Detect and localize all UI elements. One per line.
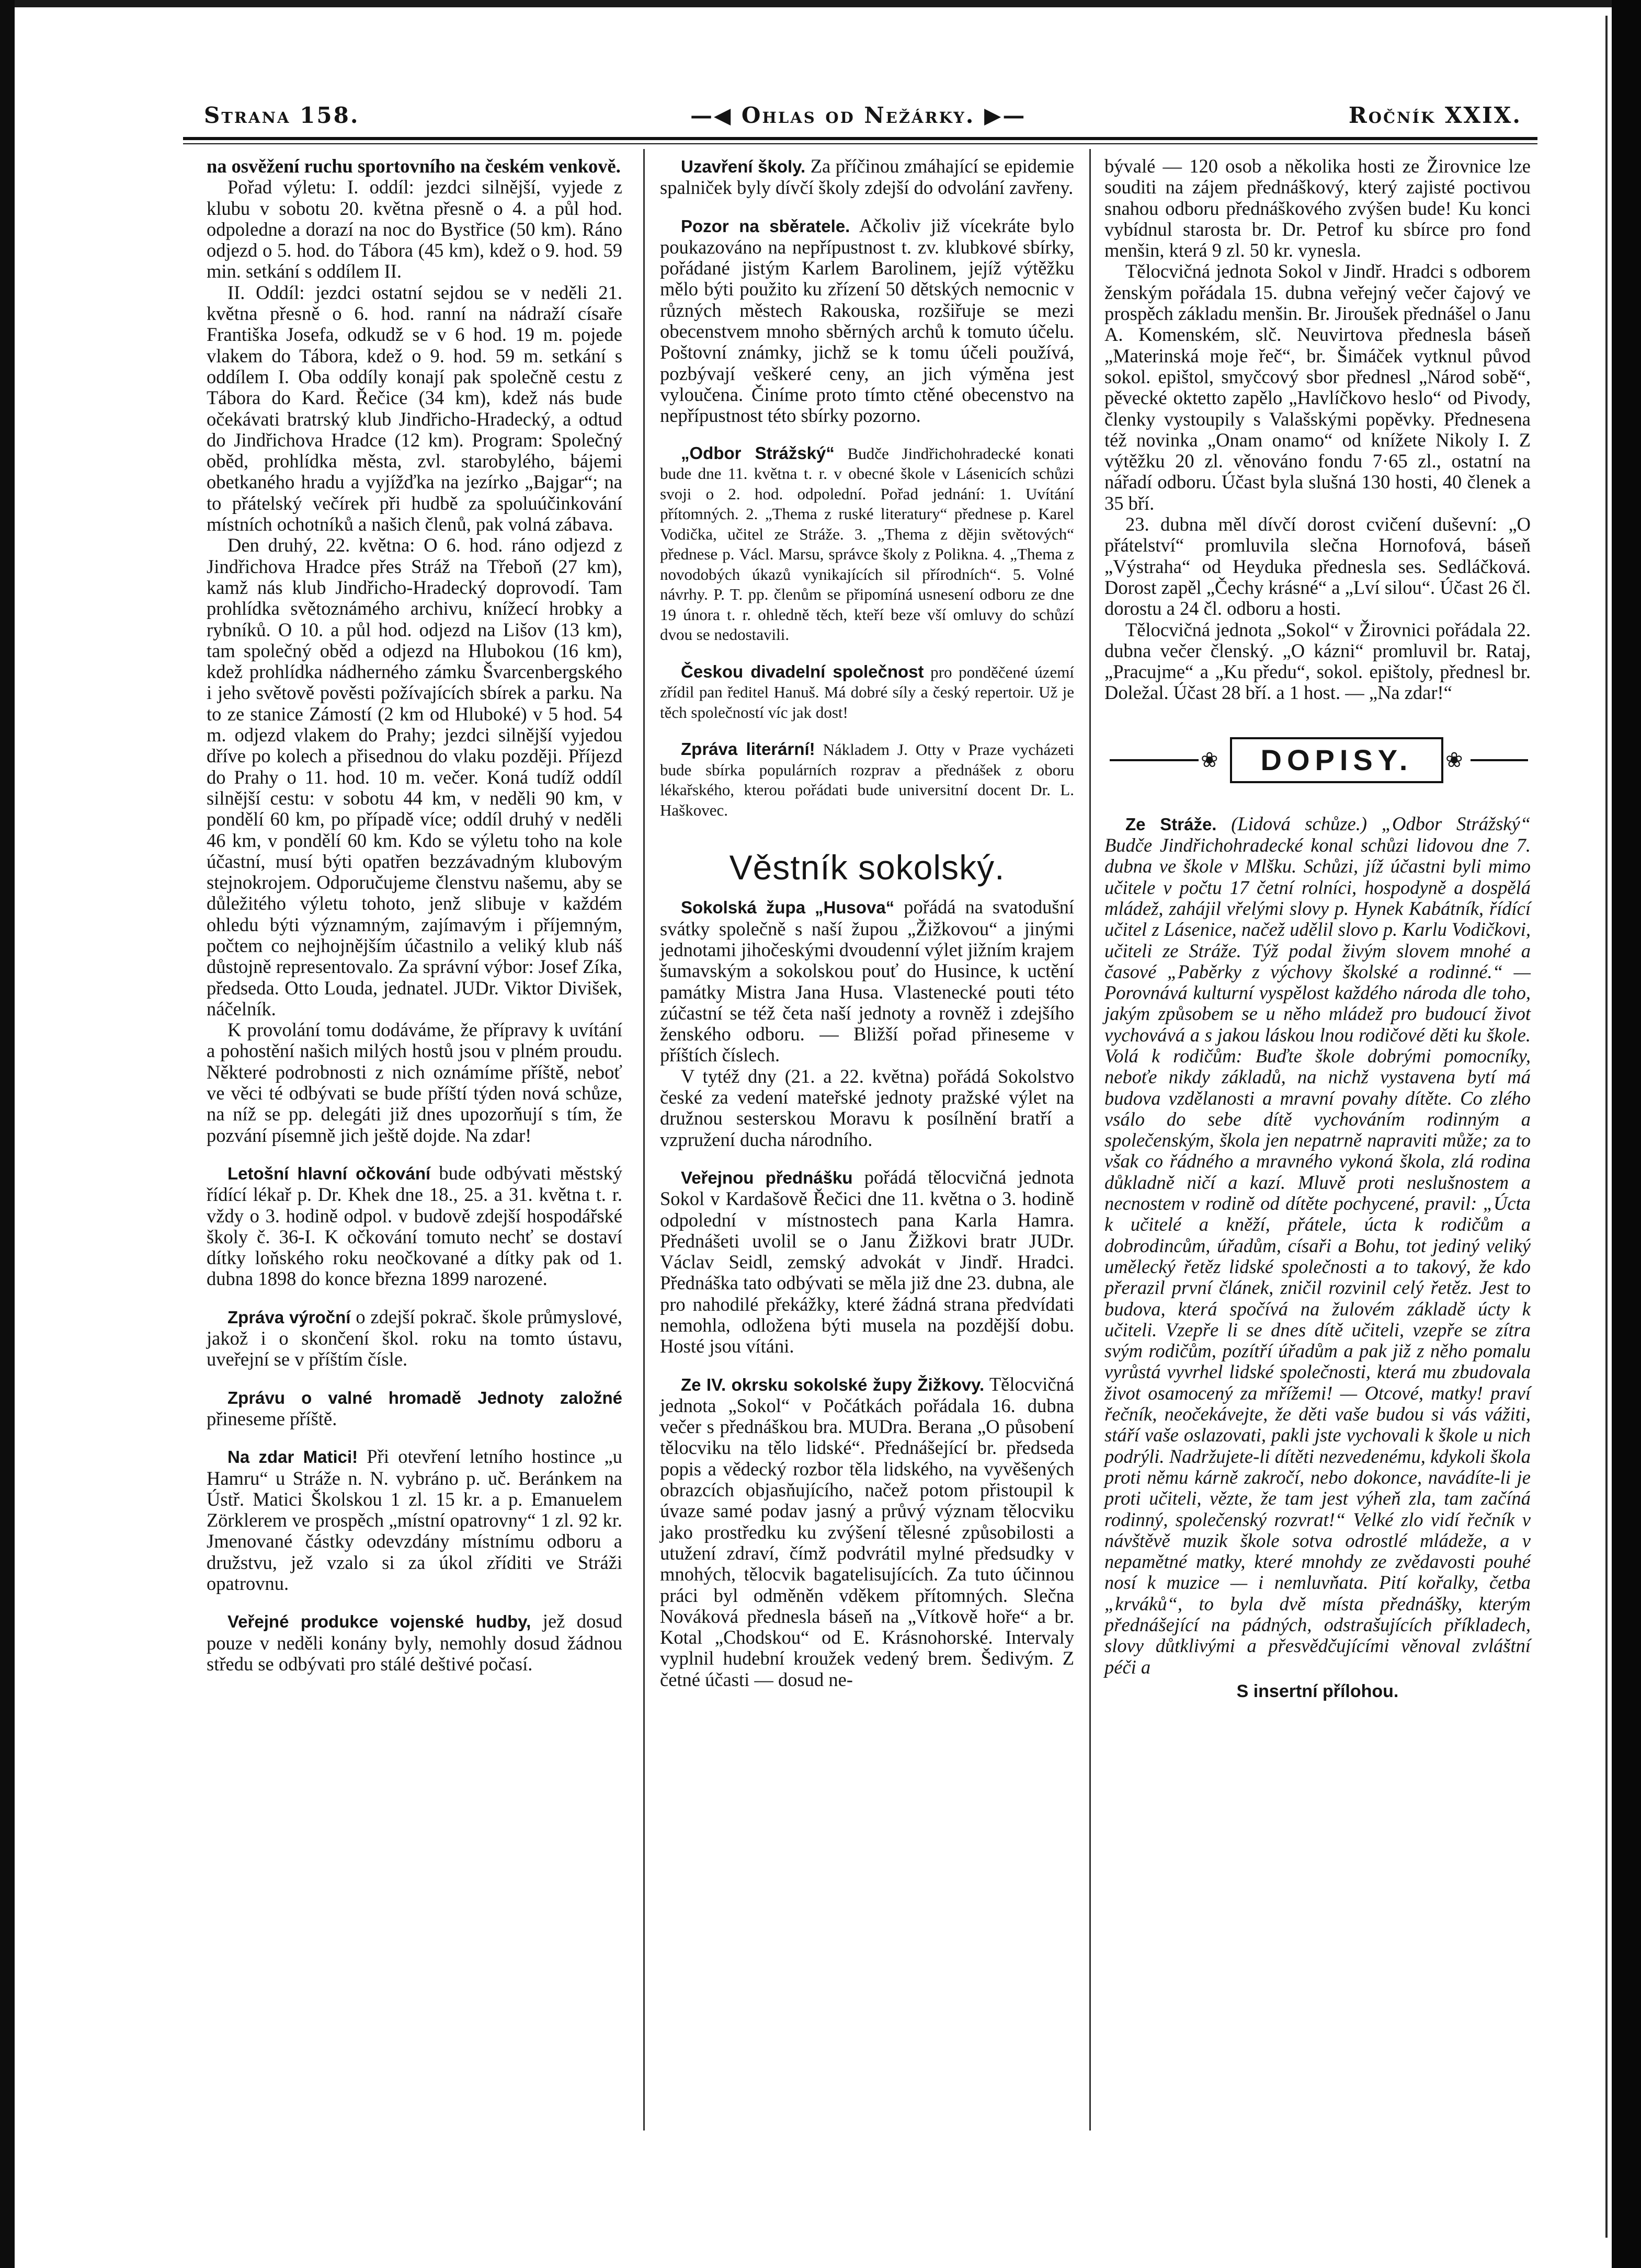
article-title: Českou divadelní společnost xyxy=(681,661,924,681)
article-paragraph xyxy=(660,662,1074,723)
section-heading-dopisy xyxy=(1104,730,1531,793)
column-3 xyxy=(1104,156,1531,1702)
article-paragraph xyxy=(207,1387,622,1430)
article-text: Při otevření letního hostince „u Hamru“ u Stráže n. N. vybráno p. uč. Beránkem na Ústř. Matici Školskou 1 zl. 15 kr. a p. Emanuelem Zörklerem ve prospěch „místní opatrovny“ 1 zl. 92 kr. Jmenované částky odevzdány místnímu odboru a družstvu, jež vzalo si za úkol zříditi ve Stráži opatrovnu. xyxy=(207,1446,622,1594)
article-title: Pozor na sběratele. xyxy=(681,216,850,236)
article-paragraph xyxy=(207,1163,622,1290)
scan-edge-left xyxy=(0,0,15,2268)
article-title: Ze IV. okrsku sokolské župy Žižkovy. xyxy=(681,1374,985,1394)
article-text: Pořad výletu: I. oddíl: jezdci silnější, vyjede z klubu v sobotu 20. května přesně o 4. a půl hod. odpoledne a dorazí na noc do Bystřice (50 km). Ráno odjezd o 5. hod. do Tábora (45 km), kdež o 9. hod. 59 min. setkání s oddílem II. xyxy=(207,176,622,282)
article-paragraph xyxy=(660,897,1074,1066)
article-text: pořádá tělocvičná jednota Sokol v Kardašově Řečici dne 11. května o 3. hodině odpolední v místnostech pana Karla Hamra. Přednášeti uvolil se o Janu Žižkovi bratr JUDr. Václav Seidl, zemský advokát v Jindř. Hradci. Přednáška tato odbývati se měla již dne 23. dubna, ale pro nahodilé překážky, které žádná strana předvídati nemohla, odložena býti musela na pozdější dobu. Hosté jsou vítáni. xyxy=(660,1166,1075,1357)
article-paragraph xyxy=(207,1020,622,1146)
article-paragraph xyxy=(660,443,1074,645)
article-text: na osvěžení ruchu sportovního na českém venkově. xyxy=(207,155,621,177)
article-title: Zpráva výroční xyxy=(227,1307,351,1327)
column-separator-1 xyxy=(643,149,645,2130)
article-text: o zdejší pokrač. škole průmyslové, jakož i o skončení škol. roku na tomto ústavu, uveřejní se v příštím čísle. xyxy=(207,1305,622,1370)
scan-edge-right xyxy=(1612,0,1641,2268)
article-title: Letošní hlavní očkování xyxy=(227,1163,431,1183)
article-paragraph xyxy=(1104,261,1531,514)
article-paragraph xyxy=(660,156,1074,199)
article-text: Budče Jindřichohradecké konati bude dne 11. května t. r. v obecné škole v Lásenicích schůzi svoji o 2. hod. odpolední. Pořad jednání: 1. Uvítání přítomných. 2. „Thema z ruské literatury“ přednese p. Karel Vodička, učitel ze Stráže. 3. „Thema z dějin světových“ přednese p. Václ. Marsu, správce školy z Polikna. 4. „Thema z novodobých úkazů vynikajících sil přírodních“. 5. Volné návrhy. P. T. pp. členům se připomíná usnesení odboru ze dne 19 února t. r. ohledně těch, kteří beze vší omluvy do schůzí dvou se nedostavili. xyxy=(660,444,1074,644)
article-title: Na zdar Matici! xyxy=(227,1447,358,1467)
article-text: pro ponděčené území zřídil pan ředitel Hanuš. Má dobré síly a český repertoir. Už je těch společností víc jak dost! xyxy=(660,662,1075,721)
article-text: jež dosud pouze v neděli konány byly, nemohly dosud žádnou středu se odbývati pro stálé deštivé počasí. xyxy=(207,1610,622,1675)
article-paragraph xyxy=(1104,514,1531,619)
column-2 xyxy=(660,156,1074,1690)
article-paragraph xyxy=(207,156,622,177)
article-title: Zpráva literární! xyxy=(681,739,815,759)
article-text: 23. dubna měl dívčí dorost cvičení duševní: „O přátelství“ promluvila slečna Hornofová, báseň „Výstraha“ od Heyduka přednesla ses. Sedláčková. Dorost zapěl „Čechy krásné“ a „Lví silou“. Účast 26 čl. dorostu a 24 čl. odboru a hosti. xyxy=(1104,513,1531,620)
article-title: „Odbor Strážský“ xyxy=(681,443,835,463)
article-paragraph xyxy=(207,1446,622,1594)
article-text: přineseme příště. xyxy=(207,1407,337,1429)
article-text: V tytéž dny (21. a 22. května) pořádá Sokolstvo české za vedení mateřské jednoty pražské výlet na družnou sesterskou Moravu k posílnění bratří a vzpružení ducha národního. xyxy=(660,1065,1074,1150)
article-text: (Lidová schůze.) „Odbor Strážský“ Budče Jindřichohradecké konal schůzi lidovou dne 7. dubna ve škole v Mlšku. Schůzi, jíž účastni byli mimo učitele v počtu 17 četní rolníci, hospodyně a dospělá mládež, zahájil vřelými slovy p. Hynek Kabátník, řídící učitel z Lásenice, načež udělil slovo p. Karlu Vodičkovi, učiteli ze Stráže. Týž podal živým slovem mnohé a časové „Paběrky z výchovy školské a rodinné.“ — Porovnává kulturní vyspělost každého národa dle toho, jakým způsobem se u něho mládež pro budoucí život vychovává a s jakou láskou lnou rodičové děti ku škole. Volá k rodičům: Buďte škole dobrými pomocníky, neboťe nikdy základů, na nichž vystavena bytí má budova vzdělanosti a mravní povahy dítěte. Co zlého vsálo do sebe dítě vychováním rodinným a společenským, škola jen nepatrně napraviti může; za to však co řádného a mravného vykoná škola, zlá rodina důkladně ničí a kazí. Mluvě proti neslušnostem a necnostem v rodině od dítěte pochycené, pravil: „Úcta k učitelé a kněží, přátele, úcta k rodičům a dobrodincům, úřadům, císaři a Bohu, tot jediný veliký umělecký řetěz lidské společnosti a to takový, že kdo přerazil první článek, zničil rozvinil celý řetěz. Jest to budova, která spočívá na žulovém základě úcty k učiteli. Vzepře li se dnes dítě učiteli, vzepře se zítra svým rodičům, pozítří úřadům a pak již z něho pomalu vyrůstá vyvrhel lidské společnosti, která mu zbudovala život osamocený za mřížemi! — Otcové, matky! praví řečník, neočekávejte, že děti vaše budou si vás vážiti, stáří vaše oslazovati, pakli jste vychovali k škole u nich podrýli. Nadržujete-li dítěti nezvedenému, kdykoli škola proti němu kárně zakročí, nebo dokonce, navádíte-li je proti učiteli, vězte, že tam jest výheň zla, tam začíná rodinný, společenský rozvrat!“ Velké zlo vidí řečník v návštěvě muzik škole sotva odrostlé mládeže, a v nepamětné matky, které mnohdy ze zvědavosti pouhé nosí k muzice — i nemluvňata. Pití kořalky, četba „krváků“, to byla dvě místa přednášky, kterým přednášející na pádných, odstrašujících příkladech, slovy důtklivými a přesvědčujícími věnoval zvláštní péči a xyxy=(1104,812,1531,1678)
insert-note: S insertní přílohou. xyxy=(1236,1681,1399,1701)
column-separator-2 xyxy=(1089,149,1091,2130)
article-text: K provolání tomu dodáváme, že přípravy k uvítání a pohostění našich milých hostů jsou v plném proudu. Některé podrobnosti z nich oznámíme příště, neboť ve věci té odbývati se bude příští týden nová schůze, na níž se pp. delegáti již dnes upozorňují s tím, že pozvání písemně jich ještě dojde. Na zdar! xyxy=(207,1019,622,1146)
article-paragraph xyxy=(207,282,622,535)
article-paragraph xyxy=(207,535,622,1020)
volume-label: Ročník XXIX. xyxy=(1348,102,1522,128)
article-paragraph xyxy=(660,215,1074,427)
article-text: Tělocvičná jednota „Sokol“ v Počátkách pořádala 16. dubna večer s přednáškou bra. MUDra. Berana „O působení tělocviku na tělo lidské“. Přednášející br. předseda popis a vědecký rozbor těla lidského, na vyvěšených obrazcích objasňujícího, načež potom přistoupil k úvaze samé podav jasný a průvý význam tělocviku jako prostředku ku zvýšení tělesné způsobilosti a utužení zdraví, čímž podvrátil mylné předsudky v mnohých, tělocvik bagatelisujících. Za tuto účinnou práci byl odměněn vděkem přítomných. Slečna Nováková přednesla báseň na „Vítkově hoře“ a br. Kotal „Chodskou“ od E. Krásnohorské. Intervaly vyplnil hudební kroužek vedený brem. Šedivým. Z četné účasti — dosud ne- xyxy=(660,1373,1074,1690)
newspaper-title: —◀ Ohlas od Nežárky. ▶— xyxy=(690,102,1027,128)
article-text: Ačkoliv již vícekráte bylo poukazováno na nepřípustnost t. zv. klubkové sbírky, pořádané jistým Karlem Barolinem, jejíž výtěžku mělo býti použito ku zřízení 50 dětských nemocnic v různých městech Rakouska, rozšiřuje se mezi obecenstvem mnoho sběrných archů k tomuto účelu. Poštovní známky, jichž se k tomu účeli používá, pozbývají veškeré ceny, an jich výměna jest vyloučena. Činíme proto tímto ctěné obecenstvo na nepřípustnost této sbírky pozorno. xyxy=(660,214,1074,427)
article-paragraph xyxy=(660,1167,1074,1357)
page-header xyxy=(204,97,1522,134)
article-title: Veřejné produkce vojenské hudby, xyxy=(227,1612,531,1632)
section-heading-vestnik: Věstník sokolský. xyxy=(729,848,1005,887)
article-title: Ze Stráže. xyxy=(1125,814,1217,834)
dopisy-rule-left xyxy=(1110,759,1199,761)
dopisy-title: DOPISY. xyxy=(1230,737,1443,783)
article-paragraph xyxy=(207,1611,622,1675)
article-title: Veřejnou přednášku xyxy=(681,1167,853,1187)
article-text: II. Oddíl: jezdci ostatní sejdou se v neděli 21. května přesně o 6. hod. ranní na nádraží císaře Františka Josefa, odkudž se v 6 hod. 19 m. pojede vlakem do Tábora, kdež o 9. hod. 59 m. setkání s oddílem I. Oba oddíly konají pak společně cestu z Tábora do Kard. Řečice (34 km), kdež nás bude očekávati bratrský klub Jindřicho-Hradecký, a odtud do Jindřichova Hradce (12 km). Program: Společný oběd, prohlídka města, zvl. starobylého, bájemi obetkaného hradu a vyjížďka na jezírko „Bajgar“; na to přátelský večírek při hudbě za spoluúčinkování místních ochotníků a našich členů, pak volná zábava. xyxy=(207,281,622,535)
header-rule-thin xyxy=(183,143,1537,144)
article-text: Tělocvičná jednota „Sokol“ v Žirovnici pořádala 22. dubna večer členský. „O kázni“ promluvil br. Rataj, „Pracujme“ a „Ku předu“, sokol. epištoly, přednesl br. Doležal. Účast 28 bří. a 1 host. — „Na zdar!“ xyxy=(1104,618,1531,704)
article-text: Den druhý, 22. května: O 6. hod. ráno odjezd z Jindřichova Hradce přes Stráž na Třeboň (27 km), kamž nás klub Jindřicho-Hradecký doprovodí. Tam prohlídka světoznámého archivu, knížecí hrobky a rybníků. O 10. a půl hod. odjezd na Lišov (13 km), tam společný oběd a odjezd na Hlubokou (16 km), kdež prohlídka nádherného zámku Švarcenbergského i jeho světově pověsti požívajících sbírek a parku. Na to ze stanice Zámostí (2 km od Hluboké) v 5 hod. 54 m. odjezd vlakem do Prahy; jezdci silnější vyjedou dříve po kolech a přisednou do vlaku později. Příjezd do Prahy o 11. hod. 10 m. večer. Koná tudíž oddíl silnější cestu: v sobotu 44 km, v neděli 90 km, v pondělí 60 km, po případě více; oddíl druhý v neděli 46 km, v pondělí 60 km. Kdo se výletu toho na kole účastní, musí býti opatřen bezzávadným klubovým stejnokrojem. Odporučujeme členstvu našemu, aby se důležitého výletu tohoto, jenž slibuje v každém ohledu býti významným, zajímavým i příjemným, počtem co nejhojnějším účastnilo a veliký klub náš důstojně representovalo. Za správní výbor: Josef Zíka, předseda. Otto Louda, jednatel. JUDr. Viktor Divišek, náčelník. xyxy=(207,534,622,1020)
article-text: pořádá na svatodušní svátky společně s naší župou „Žižkovou“ a jinými jednotami jihočeskými dvoudenní výlet jižním krajem šumavským a sokolskou pouť do Husince, k uctění památky Mistra Jana Husa. Vlastenecké pouti této zúčastní se též četa naší jednoty a rovněž i zdejšího ženského odboru. — Bližší pořad přineseme v příštích číslech. xyxy=(660,896,1074,1066)
header-rule-thick xyxy=(183,137,1537,140)
article-paragraph xyxy=(1104,620,1531,704)
article-paragraph xyxy=(660,1066,1074,1150)
article-title: Zprávu o valné hromadě Jednoty založné xyxy=(227,1388,622,1407)
article-title: Sokolská župa „Husova“ xyxy=(681,898,895,918)
article-text: Nákladem J. Otty v Praze vycházeti bude sbírka populárních rozprav a přednášek z oboru lékařského, kterou pořádati bude universitní docent Dr. L. Haškovec. xyxy=(660,740,1074,819)
article-text: Za příčinou zmáhající se epidemie spalniček byly dívčí školy zdejší do odvolání zavřeny. xyxy=(660,155,1074,199)
article-paragraph xyxy=(1104,156,1531,261)
article-text: Tělocvičná jednota Sokol v Jindř. Hradci s odborem ženským pořádala 15. dubna veřejný večer čajový ve prospěch základu menšin. Br. Jiroušek přednášel o Janu A. Komenském, slč. Neuvirtova přednesla báseň „Materinská moje řeč“, br. Šimáček vytknul původ sokol. epištol, smyčcový sbor přednesl „Národ sobě“, pěvecké oktetto zapělo „Havlíčkovo heslo“ od Pivody, členky vystoupily s Valašskými popěvky. Přednesena též novinka „Onam onamo“ od knížete Nikoly I. Z výtěžku 20 zl. věnováno fondu 7·65 zl., ostatní na nářadí odboru. Účast byla slušná 130 hosti, 40 členek a 35 bří. xyxy=(1104,260,1531,514)
ornament-right-icon: ❀ xyxy=(1445,748,1463,772)
article-paragraph xyxy=(1104,814,1531,1678)
article-paragraph xyxy=(660,1374,1074,1690)
ornament-left-icon: ❀ xyxy=(1201,748,1218,772)
scan-edge-top xyxy=(0,0,1641,7)
article-paragraph xyxy=(207,177,622,282)
dopisy-rule-right xyxy=(1471,759,1528,761)
article-paragraph xyxy=(660,739,1074,820)
column-1 xyxy=(207,156,622,1675)
scan-edge-right-line xyxy=(1605,16,1608,2238)
article-title: Uzavření školy. xyxy=(681,157,806,176)
article-paragraph xyxy=(207,1307,622,1370)
page-number: Strana 158. xyxy=(204,102,360,128)
article-text: bude odbývati městský řídící lékař p. Dr. Khek dne 18., 25. a 31. května t. r. vždy o 3. hodině odpol. v budově zdejší hospodářské školy č. 36-I. K očkování tomuto nechť se dostaví dítky loňského roku neočkované a dítky pak od 1. dubna 1898 do konce března 1899 narozené. xyxy=(207,1162,622,1290)
article-text: bývalé — 120 osob a několika hosti ze Žirovnice lze souditi na zájem přednáškový, který zajisté poctivou snahou odboru přednáškového zvýšen bude! Ku konci vybídnul starosta br. Dr. Petrof ku sbírce pro fond menšin, která 9 zl. 50 kr. vynesla. xyxy=(1104,155,1531,261)
